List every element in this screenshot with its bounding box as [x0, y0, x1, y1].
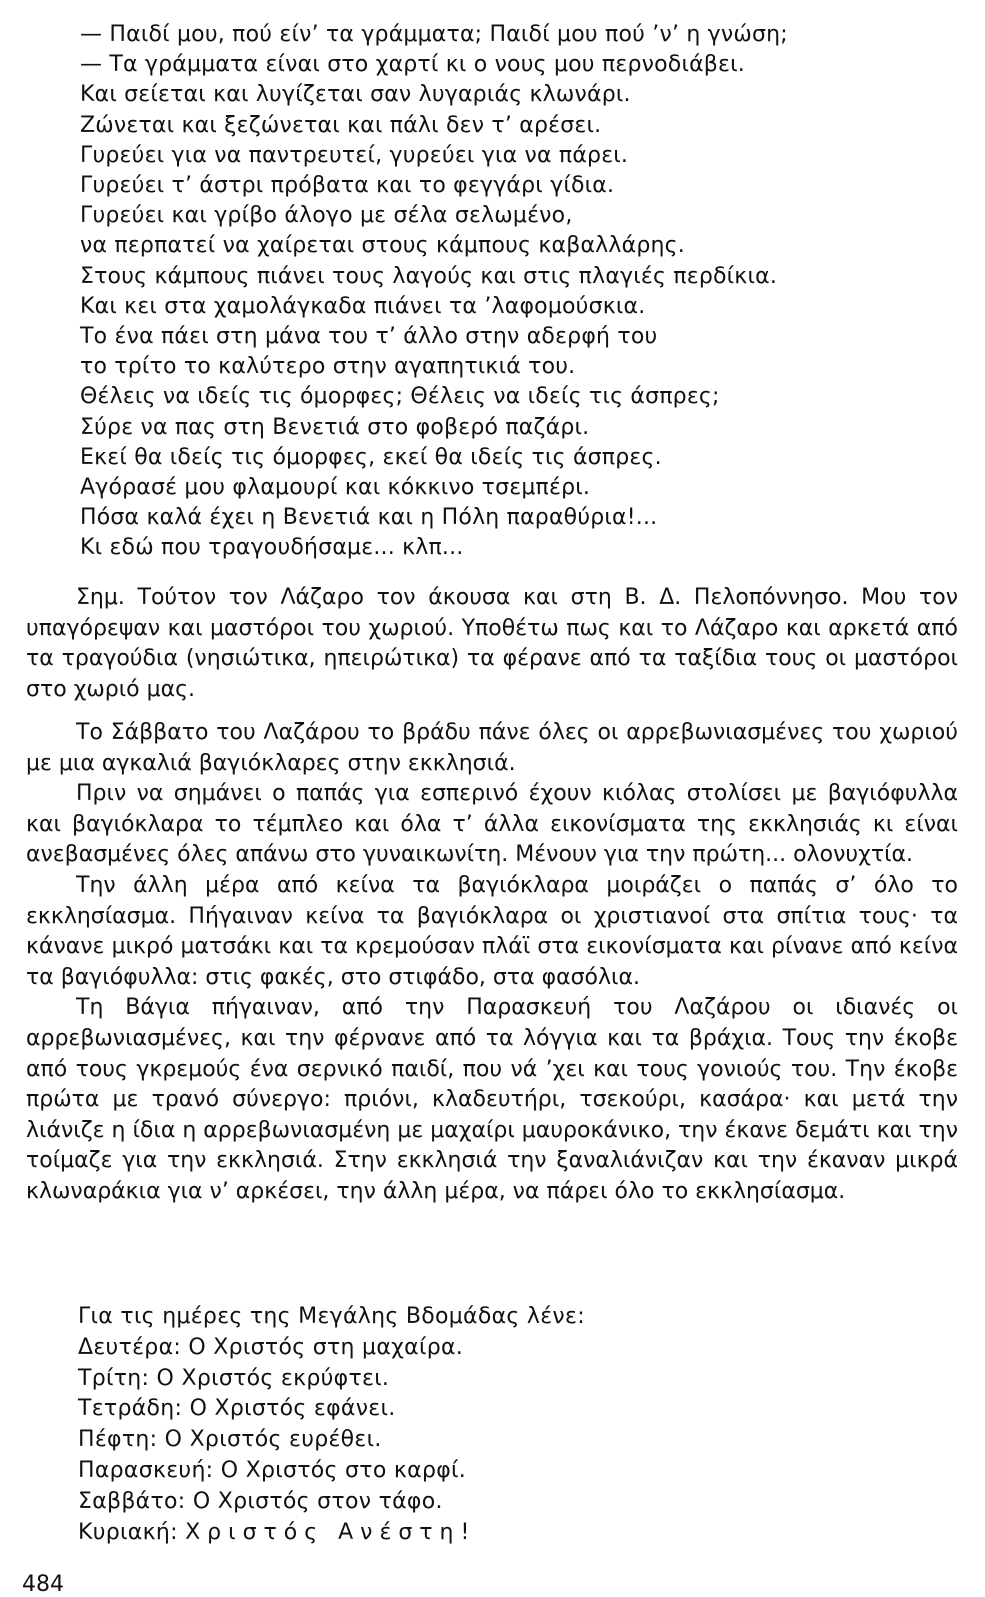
poem-line: να περπατεί να χαίρεται στους κάμπους καβαλλάρης.: [80, 233, 685, 259]
holy-week-day: [78, 1456, 958, 1487]
poem-line: το τρίτο το καλύτερο στην αγαπητικιά του.: [80, 354, 576, 380]
day-saying: Ο Χριστός ευρέθει.: [164, 1427, 382, 1453]
poem-line: Γυρεύει για να παντρευτεί, γυρεύει για να πάρει.: [80, 142, 629, 168]
day-saying: Χριστός Ανέστη!: [185, 1519, 477, 1545]
poem-line: Γυρεύει τ’ άστρι πρόβατα και το φεγγάρι γίδια.: [80, 173, 615, 199]
day-saying: Ο Χριστός στη μαχαίρα.: [188, 1334, 464, 1360]
day-name: Παρασκευή:: [78, 1457, 214, 1483]
day-saying: Ο Χριστός στο καρφί.: [220, 1457, 467, 1483]
poem-line: Γυρεύει και γρίβο άλογο με σέλα σελωμένο,: [80, 203, 573, 229]
poem-line: Εκεί θα ιδείς τις όμορφες, εκεί θα ιδείς τις άσπρες.: [80, 444, 662, 470]
body-paragraph: Το Σάββατο του Λαζάρου το βράδυ πάνε όλες οι αρρεβωνιασμένες του χωριού με μια αγκαλιά βαγιόκλαρες στην εκκλησιά.: [26, 720, 958, 776]
poem-line: — Τα γράμματα είναι στο χαρτί κι ο νους μου περνοδιάβει.: [80, 52, 745, 78]
day-name: Δευτέρα:: [78, 1334, 182, 1360]
holy-week-day: [78, 1425, 958, 1456]
day-saying: Ο Χριστός στον τάφο.: [192, 1488, 443, 1514]
day-saying: Ο Χριστός εκρύφτει.: [156, 1365, 390, 1391]
poem-line: Θέλεις να ιδείς τις όμορφες; Θέλεις να ιδείς τις άσπρες;: [80, 384, 720, 410]
poem-line: Σύρε να πας στη Βενετιά στο φοβερό παζάρι.: [80, 414, 590, 440]
poem-line: Αγόρασέ μου φλαμουρί και κόκκινο τσεμπέρι.: [80, 475, 591, 501]
holy-week-intro: Για τις ημέρες της Μεγάλης Βδομάδας λένε:: [78, 1304, 585, 1329]
holy-week-day: [78, 1518, 958, 1549]
page-number: 484: [22, 1572, 64, 1597]
poem-line: Κι εδώ που τραγουδήσαμε... κλπ...: [80, 535, 464, 561]
day-name: Σαββάτο:: [78, 1488, 186, 1514]
author-note: [26, 583, 958, 705]
poem-line: Και κει στα χαμολάγκαδα πιάνει τα ’λαφομούσκια.: [80, 293, 646, 319]
body-paragraph: Τη Βάγια πήγαιναν, από την Παρασκευή του Λαζάρου οι ιδιανές οι αρρεβωνιασμένες, και την φέρνανε από τα λόγγια και τα βράχια. Τους την έκοβε από τους γκρεμούς ένα σερνικό παιδί, που νά ’χει και τους γονιούς του. Την έκοβε πρώτα με τρανό σύνεργο: πριόνι, κλαδευτήρι, τσεκούρι, κασάρα· και μετά την λιάνιζε η ίδια η αρρεβωνιασμένη με μαχαίρι μαυροκάνικο, την έκανε δεμάτι και την τοίμαζε για την εκκλησιά. Στην εκκλησιά την ξαναλιάνιζαν και την έκαναν μικρά κλωναράκια για ν’ αρκέσει, την άλλη μέρα, να πάρει όλο το εκκλησίασμα.: [26, 995, 958, 1204]
day-name: Τετράδη:: [78, 1396, 183, 1422]
holy-week-list: [78, 1302, 958, 1548]
lazarus-saturday-section: [26, 718, 958, 1208]
note-paragraph: Σημ. Τούτον τον Λάζαρο τον άκουσα και στη Β. Δ. Πελοπόννησο. Μου τον υπαγόρεψαν και μαστόροι του χωριού. Υποθέτω πως και το Λάζαρο και αρκετά από τα τραγούδια (νησιώτικα, ηπειρώτικα) τα φέρανε από τα ταξίδια τους οι μαστόροι στο χωριό μας.: [26, 585, 958, 702]
poem-line: Στους κάμπους πιάνει τους λαγούς και στις πλαγιές περδίκια.: [80, 263, 778, 289]
poem-line: Και σείεται και λυγίζεται σαν λυγαριάς κλωνάρι.: [80, 82, 631, 108]
body-paragraph: Πριν να σημάνει ο παπάς για εσπερινό έχουν κιόλας στολίσει με βαγιόφυλλα και βαγιόκλαρα το τέμπλεο και όλα τ’ άλλα εικονίσματα της εκκλησιάς κι είναι ανεβασμένες όλες απάνω στο γυναικωνίτη. Μένουν για την πρώτη... ολονυχτία.: [26, 781, 958, 868]
day-saying: Ο Χριστός εφάνει.: [189, 1396, 396, 1422]
day-name: Τρίτη:: [78, 1365, 150, 1391]
poem-line: Ζώνεται και ξεζώνεται και πάλι δεν τ’ αρέσει.: [80, 112, 602, 138]
poem-line: — Παιδί μου, πού είν’ τα γράμματα; Παιδί μου πού ’ν’ η γνώση;: [80, 22, 788, 47]
holy-week-day: [78, 1394, 958, 1425]
day-name: Πέφτη:: [78, 1427, 158, 1453]
day-name: Κυριακή:: [78, 1519, 178, 1545]
poem-line: Το ένα πάει στη μάνα του τ’ άλλο στην αδερφή του: [80, 324, 658, 350]
holy-week-day: [78, 1333, 958, 1364]
body-paragraph: Την άλλη μέρα από κείνα τα βαγιόκλαρα μοιράζει ο παπάς σ’ όλο το εκκλησίασμα. Πήγαιναν κείνα τα βαγιόκλαρα οι χριστιανοί στα σπίτια τους· τα κάνανε μικρό ματσάκι και τα κρεμούσαν πλάϊ στα εικονίσματα και ρίνανε από κείνα τα βαγιόφυλλα: στις φακές, στο στιφάδο, στα φασόλια.: [26, 872, 958, 990]
lazarus-song: [80, 20, 960, 564]
holy-week-day: [78, 1364, 958, 1395]
poem-line: Πόσα καλά έχει η Βενετιά και η Πόλη παραθύρια!...: [80, 505, 658, 531]
holy-week-day: [78, 1487, 958, 1518]
